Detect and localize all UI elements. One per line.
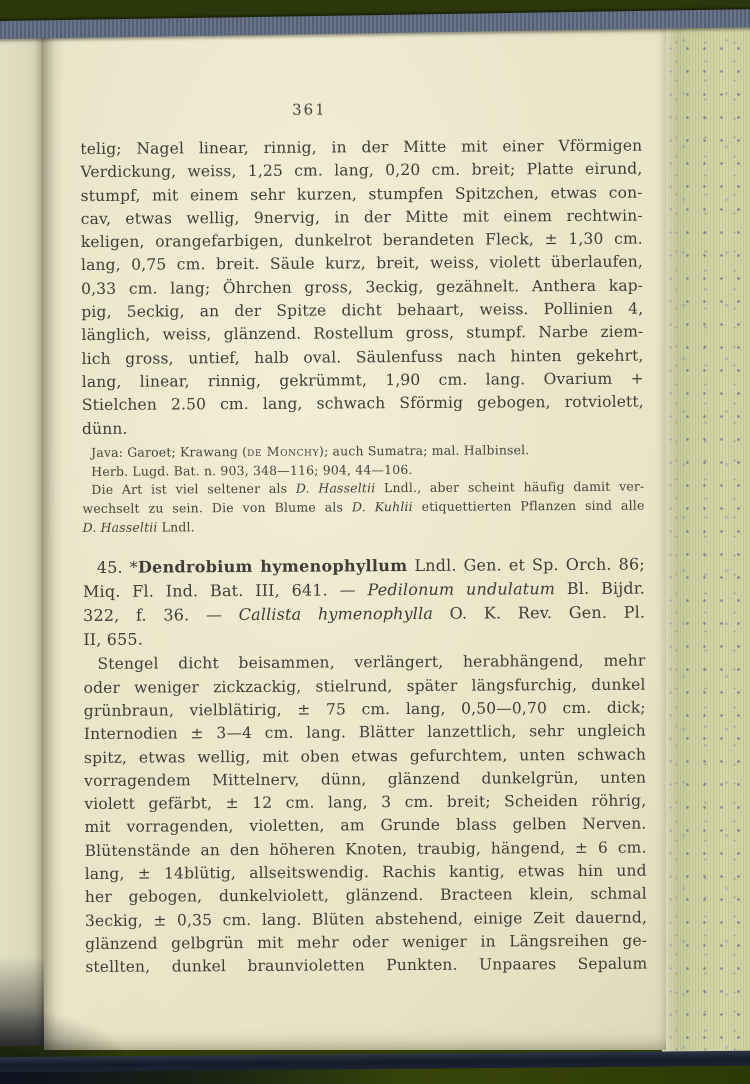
italic-taxon-name: D. Kuhlii <box>351 498 413 515</box>
text-segment: O. K. Rev. Gen. Pl. <box>432 602 646 624</box>
text-segment: Stengel dicht beisammen, verlängert, herabhängend, mehr <box>97 651 646 674</box>
text-segment: 3eckig, ± 0,35 cm. lang. Blüten abstehend, einige Zeit dauernd, <box>84 908 648 930</box>
text-segment: her gebogen, dunkelviolett, glänzend. Bracteen klein, schmal <box>84 884 647 907</box>
text-segment: Java: Garoet; Krawang ( <box>91 443 248 460</box>
text-line <box>83 625 645 652</box>
text-segment: grünbraun, vielblätirig, ± 75 cm. lang, 0,50—0,70 cm. dick; <box>83 698 646 720</box>
text-line <box>81 181 643 208</box>
text-segment: stumpf, mit einem sehr kurzen, stumpfen Spitzchen, etwas con- <box>80 183 643 205</box>
text-segment: glänzend gelbgrün mit mehr oder weniger in Längsreihen ge- <box>85 931 648 953</box>
book-page <box>44 24 666 1050</box>
text-line <box>85 836 647 863</box>
text-segment: Blütenstände an den höheren Knoten, traubig, hängend, ± 6 cm. <box>84 838 647 860</box>
page-text-area <box>80 98 647 980</box>
text-line <box>82 391 644 418</box>
text-segment: Lndl. <box>157 518 195 535</box>
text-line <box>83 553 645 580</box>
text-segment: Bl. Bijdr. <box>555 578 646 599</box>
text-segment: Die Art ist viel seltener als <box>91 480 296 498</box>
book-fore-edge <box>662 14 750 1062</box>
text-line <box>82 344 644 371</box>
text-segment: vorragendem Mittelnerv, dünn, glänzend dunkelgrün, unten <box>84 768 647 790</box>
page-number: 361 <box>292 100 327 119</box>
text-segment: violett gefärbt, ± 12 cm. lang, 3 cm. breit; Scheiden röhrig, <box>84 791 647 814</box>
text-segment: telig; Nagel linear, rinnig, in der Mitte mit einer Vförmigen <box>80 136 643 158</box>
text-segment: Herb. Lugd. Bat. n. 903, 348—116; 904, 44—106. <box>91 461 413 479</box>
text-segment: wechselt zu sein. Die von Blume als <box>82 499 352 516</box>
text-line <box>85 953 647 980</box>
text-segment: 45. * <box>96 558 138 578</box>
text-line <box>81 298 643 325</box>
text-line <box>81 228 643 255</box>
species-heading <box>83 553 646 652</box>
text-line <box>82 497 644 519</box>
text-segment: II, 655. <box>83 630 143 650</box>
bold-species-name: Dendrobium hymenophyllum <box>137 556 408 578</box>
text-line <box>84 813 646 840</box>
text-line <box>85 906 647 933</box>
text-segment: cav, etwas wellig, 9nervig, in der Mitte mit einem rechtwin- <box>80 206 643 228</box>
text-segment: ); auch Sumatra; mal. Halbinsel. <box>318 442 530 459</box>
text-line <box>80 135 642 162</box>
text-segment: Lndl. Gen. et Sp. Orch. 86; <box>407 554 645 576</box>
continuation-paragraph <box>80 135 644 441</box>
italic-taxon-name: Pedilonum undulatum <box>367 579 556 600</box>
italic-taxon-name: Callista hymenophylla <box>238 604 434 625</box>
text-line <box>84 766 646 793</box>
text-line <box>84 720 646 747</box>
text-segment: stellten, dunkel braunvioletten Punkten. Unpaares Sepalum <box>85 954 648 977</box>
text-segment: spitz, etwas wellig, mit oben etwas gefurchtem, unten schwach <box>83 745 647 767</box>
text-line <box>81 204 643 231</box>
italic-taxon-name: D. Hasseltii <box>82 519 158 535</box>
text-line <box>84 673 646 700</box>
text-segment: etiquettierten Pflanzen sind alle <box>412 497 645 514</box>
text-line <box>84 697 646 724</box>
text-line <box>85 860 647 887</box>
text-line <box>82 368 644 395</box>
text-line <box>80 158 642 185</box>
italic-taxon-name: D. Hasseltii <box>295 480 376 496</box>
text-segment: pig, 5eckig, an der Spitze dicht behaart, weiss. Pollinien 4, <box>81 299 644 322</box>
text-segment: Stielchen 2.50 cm. lang, schwach Sförmig gebogen, rotviolett, <box>81 392 644 415</box>
text-line <box>83 601 645 628</box>
text-segment: Verdickung, weiss, 1,25 cm. lang, 0,20 cm. breit; Platte eirund, <box>80 159 643 182</box>
text-segment: de Monchy <box>247 443 320 459</box>
text-line <box>83 577 645 604</box>
text-segment: Miq. Fl. Ind. Bat. III, 641. — <box>82 580 368 602</box>
text-segment: 322, f. 36. — <box>83 605 239 626</box>
text-segment: Lndl., aber scheint häufig damit ver- <box>375 478 645 496</box>
text-line <box>85 929 647 956</box>
text-segment: lang, ± 14blütig, allseitswendig. Rachis kantig, etwas hin und <box>84 861 647 884</box>
text-segment: mit vorragenden, violetten, am Grunde blass gelben Nerven. <box>84 815 647 837</box>
text-line <box>82 414 644 441</box>
text-segment: keligen, orangefarbigen, dunkelrot berandeten Fleck, ± 1,30 cm. <box>80 229 643 252</box>
species-description <box>83 650 647 980</box>
text-segment: länglich, weiss, glänzend. Rostellum gross, stumpf. Narbe ziem- <box>81 322 644 345</box>
text-segment: 0,33 cm. lang; Öhrchen gross, 3eckig, gezähnelt. Anthera kap- <box>81 276 644 298</box>
text-segment: dünn. <box>81 419 128 438</box>
locality-note <box>82 440 645 537</box>
text-segment: oder weniger zickzackig, stielrund, später längsfurchig, dunkel <box>83 675 646 697</box>
text-line <box>83 515 645 537</box>
text-line <box>81 321 643 348</box>
text-segment: Internodien ± 3—4 cm. lang. Blätter lanzettlich, sehr ungleich <box>83 721 646 744</box>
text-line <box>81 251 643 278</box>
text-segment: lich gross, untief, halb oval. Säulenfuss nach hinten gekehrt, <box>81 346 644 368</box>
text-segment: lang, linear, rinnig, gekrümmt, 1,90 cm. lang. Ovarium + <box>81 369 644 391</box>
text-line <box>85 883 647 910</box>
text-line <box>84 743 646 770</box>
text-line <box>83 650 645 677</box>
text-line <box>84 790 646 817</box>
facing-page-gutter <box>0 34 44 1046</box>
text-segment: lang, 0,75 cm. breit. Säule kurz, breit, weiss, violett überlaufen, <box>80 253 644 275</box>
text-line <box>81 274 643 301</box>
